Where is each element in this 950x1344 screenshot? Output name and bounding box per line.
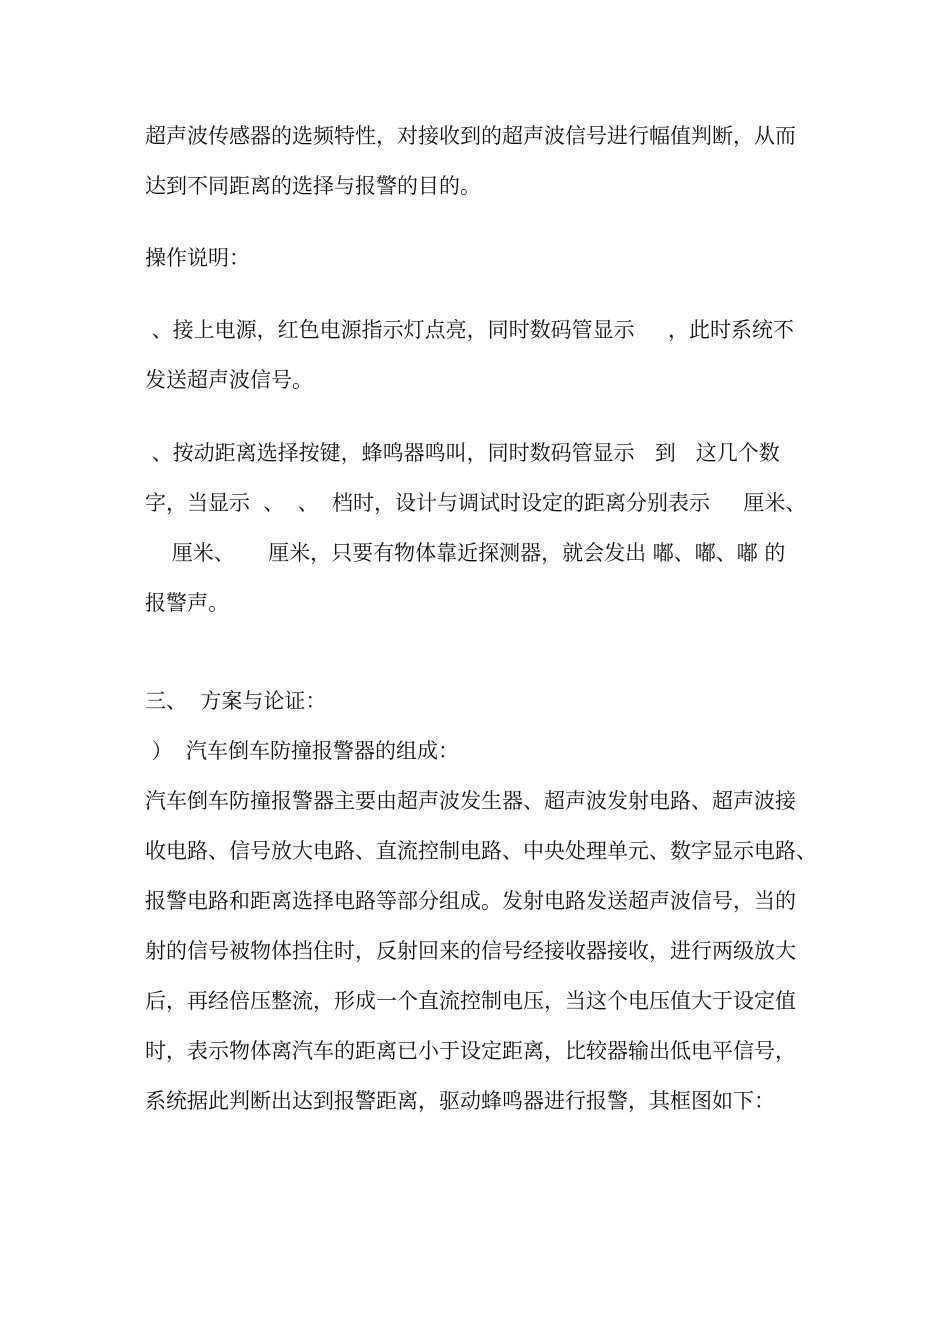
- operation-heading: 操作说明：: [145, 246, 250, 270]
- step2-line: 、按动距离选择按键，蜂鸣器鸣叫，同时数码管显示 到 这几个数: [145, 441, 780, 465]
- step1-line: 发送超声波信号。: [145, 368, 313, 392]
- step1-line: 、接上电源，红色电源指示灯点亮，同时数码管显示 ，此时系统不: [145, 318, 795, 342]
- section3-heading: 三、 方案与论证：: [145, 689, 327, 713]
- composition-line: 系统据此判断出达到报警距离，驱动蜂鸣器进行报警，其框图如下：: [145, 1089, 775, 1113]
- composition-line: 射的信号被物体挡住时，反射回来的信号经接收器接收，进行两级放大: [145, 939, 796, 963]
- composition-line: 后，再经倍压整流，形成一个直流控制电压，当这个电压值大于设定值: [145, 989, 796, 1013]
- composition-line: 报警电路和距离选择电路等部分组成。发射电路发送超声波信号，当的: [145, 889, 796, 913]
- composition-line: 汽车倒车防撞报警器主要由超声波发生器、超声波发射电路、超声波接: [145, 789, 796, 813]
- step2-line: 字，当显示 、 、 档时，设计与调试时设定的距离分别表示 厘米、: [145, 491, 807, 515]
- intro-line: 超声波传感器的选频特性，对接收到的超声波信号进行幅值判断，从而: [145, 124, 796, 148]
- step2-line: 报警声。: [145, 591, 229, 615]
- step2-line: 厘米、 厘米，只要有物体靠近探测器，就会发出 嘟、嘟、嘟 的: [145, 541, 786, 565]
- composition-line: 收电路、信号放大电路、直流控制电路、中央处理单元、数字显示电路、: [145, 839, 817, 863]
- intro-line: 达到不同距离的选择与报警的目的。: [145, 174, 481, 198]
- composition-line: 时，表示物体离汽车的距离已小于设定距离，比较器输出低电平信号，: [145, 1039, 796, 1063]
- subsection-heading: ） 汽车倒车防撞报警器的组成：: [145, 739, 460, 763]
